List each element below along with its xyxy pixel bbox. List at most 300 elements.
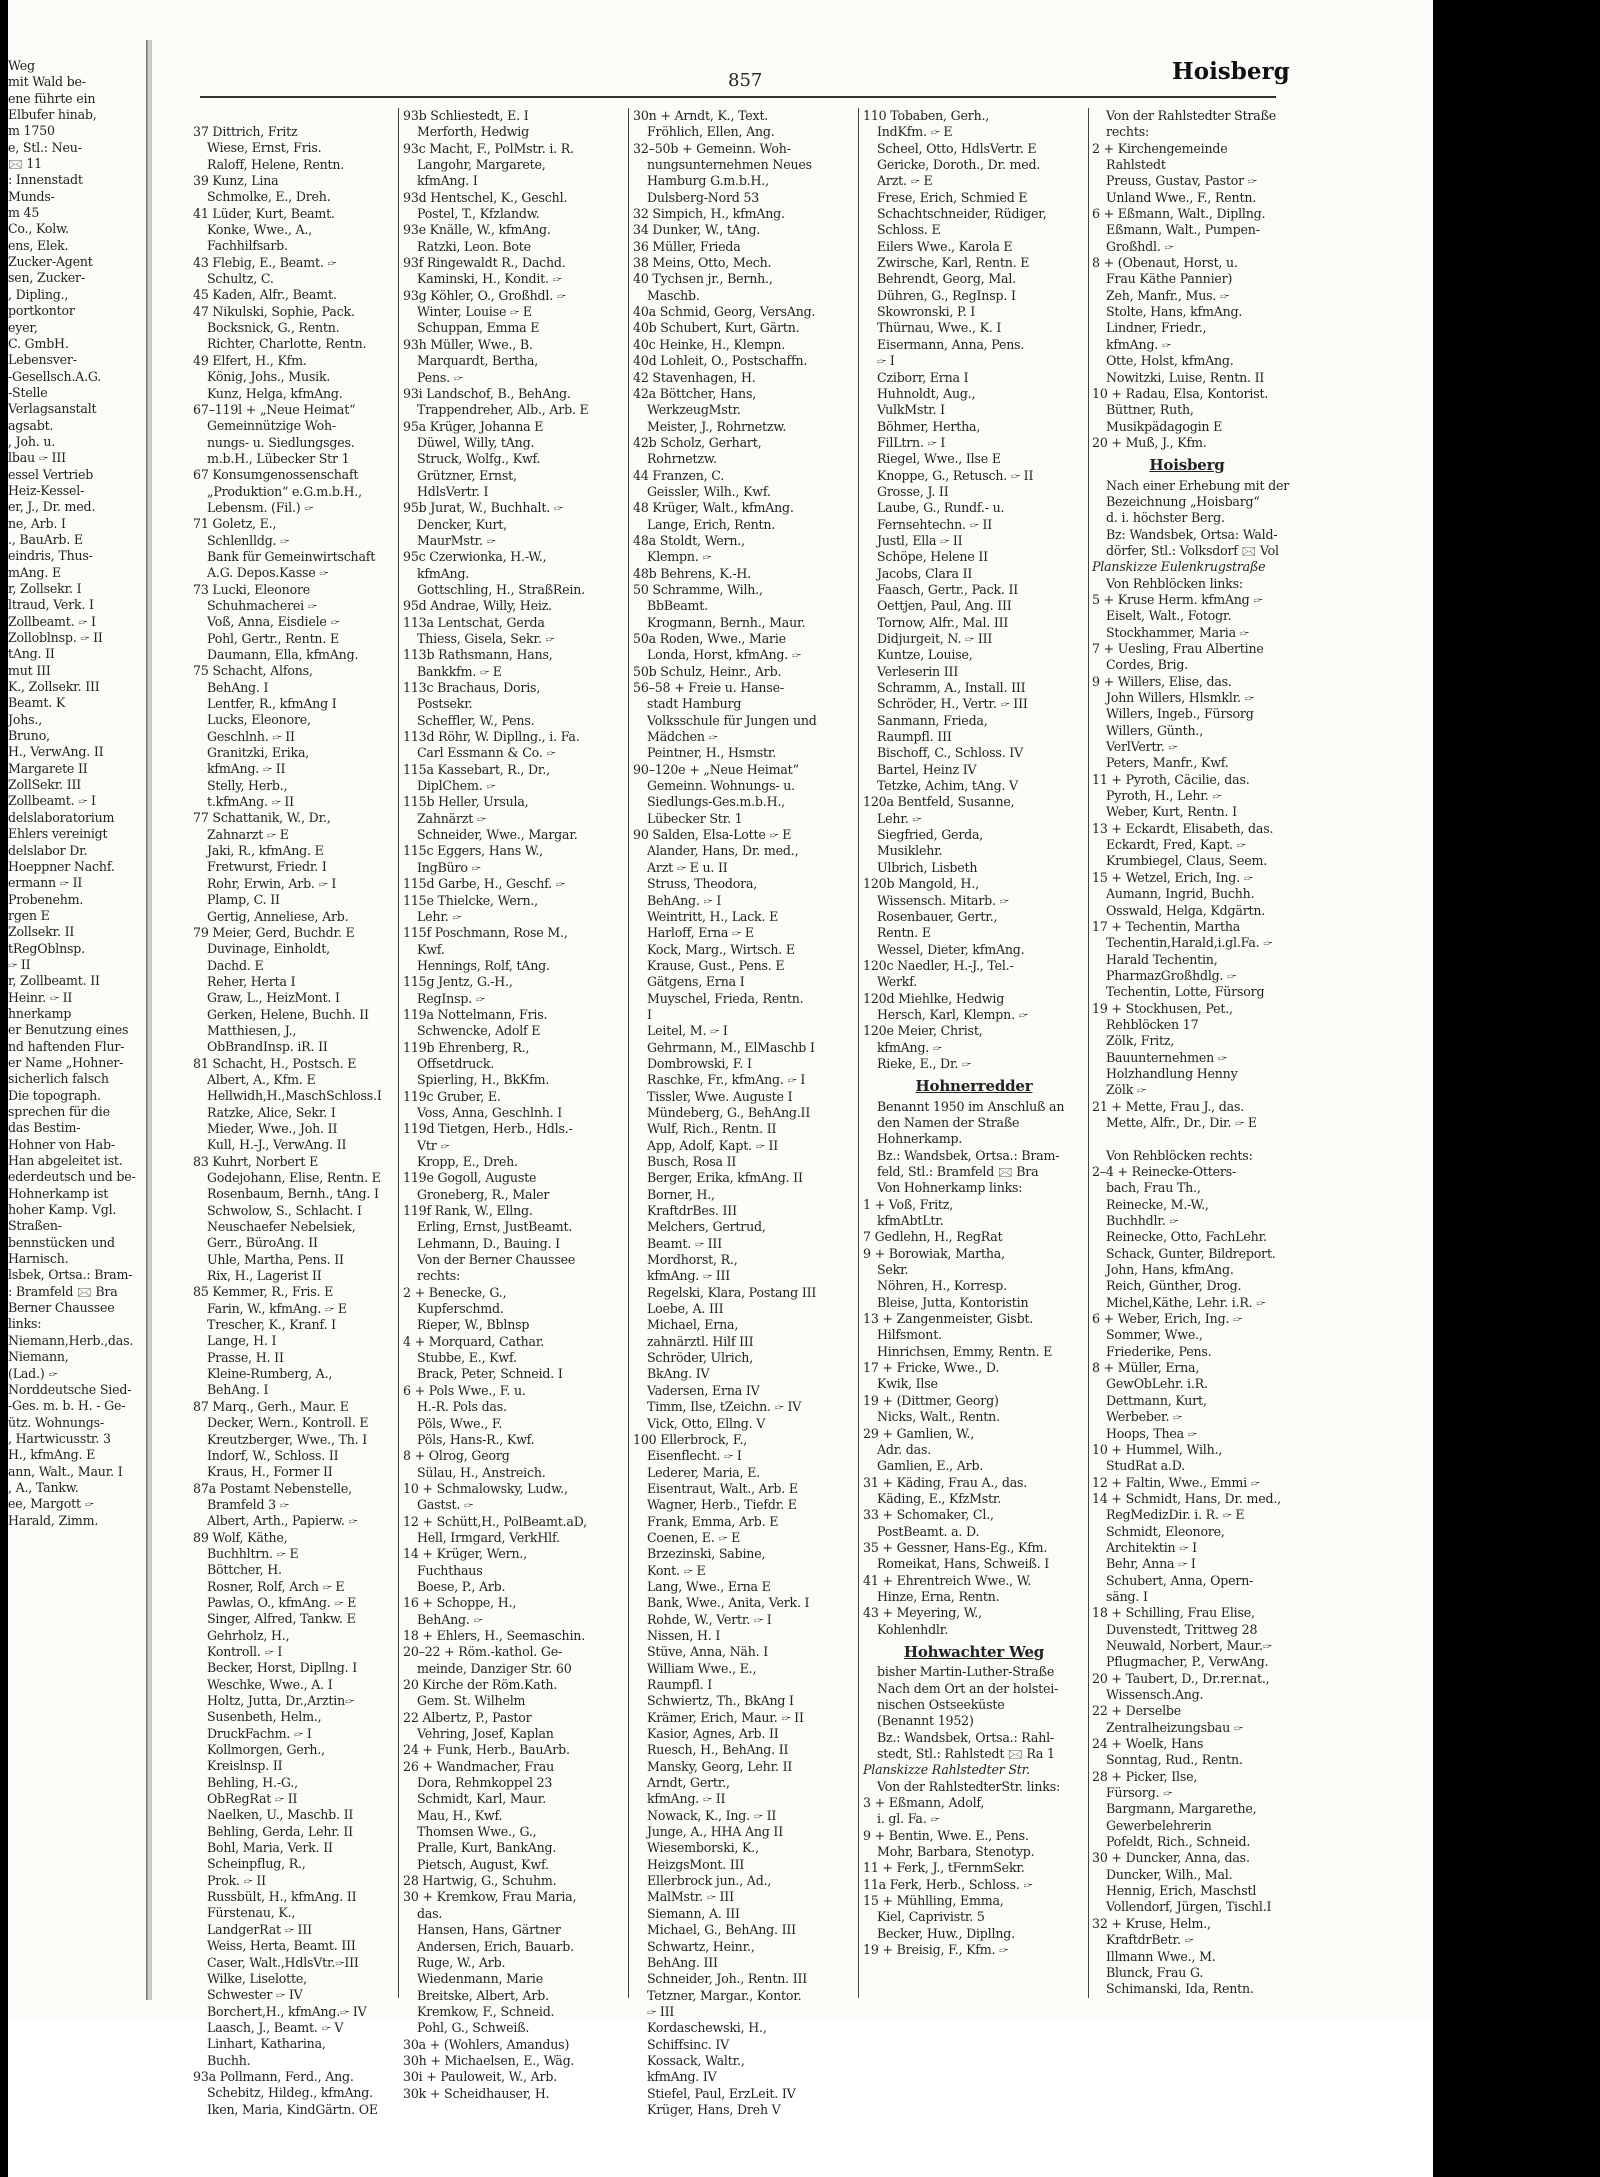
directory-line: Von der Rahlstedter Straße (1106, 108, 1277, 123)
directory-line: 115e Thielcke, Wern., (403, 892, 538, 908)
directory-line: 12 + Schütt,H., PolBeamt.aD, (403, 1513, 587, 1529)
directory-line: Peters, Manfr., Kwf. (1106, 755, 1229, 771)
directory-line: Stüve, Anna, Näh. I (647, 1644, 769, 1660)
directory-line: Eilers Wwe., Karola E (877, 238, 1013, 254)
directory-line: Dachd. E (207, 957, 264, 973)
directory-line: 22 Albertz, P., Pastor (403, 1709, 532, 1725)
directory-line: Schmolke, E., Dreh. (207, 189, 331, 205)
directory-line: John Willers, Hlsmklr. 🖙 (1106, 690, 1254, 706)
directory-line: Sonntag, Rud., Rentn. (1106, 1752, 1243, 1768)
directory-line: 113a Lentschat, Gerda (403, 614, 545, 630)
directory-line: Bargmann, Margarethe, (1106, 1801, 1257, 1817)
directory-line: Mau, H., Kwf. (417, 1807, 503, 1823)
directory-line: Eisenflecht. 🖙 I (647, 1448, 742, 1464)
directory-line: Becker, Huw., Dipllng. (877, 1925, 1015, 1941)
directory-line: tAng. II (8, 646, 55, 662)
directory-line: Thomsen Wwe., G., (417, 1824, 537, 1840)
directory-line: Volksschule für Jungen und (647, 712, 817, 728)
directory-line: 10 + Radau, Elsa, Kontorist. (1092, 385, 1269, 401)
directory-line: , Joh. u. (8, 433, 56, 449)
directory-line: 8 + Olrog, Georg (403, 1448, 510, 1464)
directory-line: 40c Heinke, H., Klempn. (633, 336, 786, 352)
column-rule-4 (1088, 108, 1089, 1998)
directory-line: BehAng. I (207, 679, 269, 695)
directory-line: Jacobs, Clara II (877, 565, 973, 581)
directory-line: 93g Köhler, O., Großhdl. 🖙 (403, 287, 566, 303)
directory-line: Mette, Alfr., Dr., Dir. 🖙 E (1106, 1114, 1257, 1130)
directory-line: HeizgsMont. III (647, 1856, 745, 1872)
directory-line: Weg (8, 58, 35, 73)
directory-line: Schebitz, Hildeg., kfmAng. (207, 2085, 373, 2101)
directory-line: Lang, Wwe., Erna E (647, 1578, 771, 1594)
directory-line: Sülau, H., Anstreich. (417, 1464, 546, 1480)
directory-line: Harnisch. (8, 1251, 69, 1267)
directory-line: Zahnärzt 🖙 (417, 810, 486, 826)
directory-line: IndKfm. 🖙 E (877, 124, 953, 140)
directory-line: Muyschel, Frieda, Rentn. (647, 990, 804, 1006)
directory-line: 93c Macht, F., PolMstr. i. R. (403, 140, 574, 156)
directory-line: Otte, Holst, kfmAng. (1106, 353, 1234, 369)
directory-line: Buchh. (207, 2052, 251, 2068)
directory-line: Norddeutsche Sied- (8, 1381, 132, 1397)
directory-line: Matthiesen, J., (207, 1022, 297, 1038)
directory-line: Lübecker Str. 1 (647, 810, 743, 826)
directory-line: Lindner, Friedr., (1106, 320, 1207, 336)
directory-line: VerlVertr. 🖙 (1106, 739, 1178, 755)
directory-line: Schwolow, S., Schlacht. I (207, 1202, 362, 1218)
directory-line: 14 + Schmidt, Hans, Dr. med., (1092, 1490, 1281, 1506)
directory-line: 24 + Funk, Herb., BauArb. (403, 1742, 570, 1758)
directory-line: Raschke, Fr., kfmAng. 🖙 I (647, 1072, 806, 1088)
directory-line: RegInsp. 🖙 (417, 990, 485, 1006)
directory-line: Holtz, Jutta, Dr.,Arztin🖙 (207, 1693, 355, 1708)
directory-line: rgen E (8, 907, 50, 923)
directory-line: DruckFachm. 🖙 I (207, 1725, 312, 1741)
directory-line: Wilke, Liselotte, (207, 1970, 307, 1986)
directory-line: Siegfried, Gerda, (877, 827, 984, 843)
directory-line: Geissler, Wilh., Kwf. (647, 483, 771, 499)
directory-line: lbau 🖙 III (8, 450, 66, 466)
directory-line: Wiese, Ernst, Fris. (207, 140, 322, 156)
directory-line: Maschb. (647, 287, 700, 303)
directory-line: BehAng. 🖙 (417, 1611, 483, 1627)
directory-line: er Benutzung eines (8, 1022, 129, 1038)
directory-line: 40b Schubert, Kurt, Gärtn. (633, 320, 800, 336)
directory-line: 22 + Derselbe (1092, 1703, 1182, 1719)
directory-line: Zollbeamt. 🖙 I (8, 793, 96, 809)
directory-line: Mansky, Georg, Lehr. II (647, 1758, 793, 1774)
directory-line: Büttner, Ruth, (1106, 402, 1194, 418)
directory-column-3 (633, 108, 855, 2118)
directory-line: Rosenbauer, Gertr., (877, 908, 998, 924)
directory-line: 38 Meins, Otto, Mech. (633, 255, 772, 271)
directory-line: Schiffsinc. IV (647, 2036, 730, 2052)
directory-line: 48b Behrens, K.-H. (633, 565, 752, 581)
directory-line: Willers, Ingeb., Fürsorg (1106, 706, 1254, 722)
directory-line: 115f Poschmann, Rose M., (403, 925, 568, 941)
directory-line: 9 + Willers, Elise, das. (1092, 673, 1232, 689)
directory-line: Mohr, Barbara, Stenotyp. (877, 1844, 1035, 1860)
directory-line: Zwirsche, Karl, Rentn. E (877, 255, 1030, 271)
directory-line: 18 + Schilling, Frau Elise, (1092, 1605, 1255, 1621)
directory-line: BehAng. I (207, 1382, 269, 1398)
directory-line: 119e Gogoll, Auguste (403, 1170, 537, 1186)
directory-line: Kont. 🖙 E (647, 1562, 706, 1578)
directory-line: Hoisberg (1149, 456, 1225, 475)
directory-line: Gemeinn. Wohnungs- u. (647, 778, 795, 794)
directory-line: Prasse, H. II (207, 1349, 284, 1365)
directory-line: 16 + Schoppe, H., (403, 1595, 517, 1611)
directory-line: Kull, H.-J., VerwAng. II (207, 1137, 347, 1153)
directory-line: Schuppan, Emma E (417, 320, 540, 336)
directory-line: 67 Konsumgenossenschaft (193, 467, 359, 483)
directory-line: Pens. 🖙 (417, 369, 463, 385)
directory-column-2 (403, 108, 625, 2102)
directory-line: Langohr, Margarete, (417, 157, 546, 173)
directory-line: Schneider, Wwe., Margar. (417, 827, 578, 843)
directory-line: 2 + Benecke, G., (403, 1284, 507, 1300)
directory-column-5 (1092, 108, 1290, 1998)
directory-line: Behling, H.-G., (207, 1774, 298, 1790)
directory-line: 93i Landschof, B., BehAng. (403, 385, 571, 401)
directory-line: Busch, Rosa II (647, 1154, 737, 1169)
directory-line: Kaminski, H., Kondit. 🖙 (417, 271, 562, 287)
directory-line: 115a Kassebart, R., Dr., (403, 761, 550, 777)
directory-line: Londa, Horst, kfmAng. 🖙 (647, 647, 801, 663)
directory-line: Duvinage, Einholdt, (207, 941, 330, 957)
directory-line: Arndt, Gertr., (647, 1775, 730, 1791)
directory-line: Friederike, Pens. (1106, 1343, 1212, 1359)
directory-line: Rix, H., Lagerist II (207, 1268, 322, 1284)
directory-line: Postsekr. (417, 696, 473, 712)
directory-line: Schröder, Ulrich, (647, 1350, 754, 1366)
directory-line: Bocksnick, G., Rentn. (207, 320, 340, 336)
directory-line: delslaboratorium (8, 809, 115, 825)
directory-line: Tornow, Alfr., Mal. III (877, 614, 1009, 630)
directory-line: Kraus, H., Former II (207, 1464, 333, 1480)
directory-line: Bischoff, C., Schloss. IV (877, 745, 1023, 761)
directory-line: Benannt 1950 im Anschluß an (877, 1098, 1065, 1114)
directory-line: 43 Flebig, E., Beamt. 🖙 (193, 254, 337, 270)
directory-line: 29 + Gamlien, W., (863, 1425, 975, 1441)
directory-line: Schloss. E (877, 222, 941, 238)
directory-line: rechts: (417, 1268, 461, 1284)
directory-line: Leitel, M. 🖙 I (647, 1023, 728, 1039)
directory-line: Oettjen, Paul, Ang. III (877, 598, 1012, 614)
directory-line: Dettmann, Kurt, (1106, 1392, 1207, 1408)
directory-line: Faasch, Gertr., Pack. II (877, 581, 1019, 597)
directory-line: 44 Franzen, C. (633, 467, 725, 483)
directory-line: Nicks, Walt., Rentn. (877, 1409, 1000, 1425)
directory-line: Hohnerkamp. (877, 1131, 963, 1147)
directory-line: 🖙 I (877, 353, 895, 369)
directory-line: Trescher, K., Kranf. I (207, 1317, 336, 1333)
directory-line: Pohl, Gertr., Rentn. E (207, 630, 339, 646)
directory-line: Postel, T., Kfzlandw. (417, 206, 540, 222)
directory-line: 37 Dittrich, Fritz (193, 124, 298, 139)
directory-line: Schlenlldg. 🖙 (207, 532, 290, 548)
directory-line: meinde, Danziger Str. 60 (417, 1660, 572, 1676)
directory-line: Thürnau, Wwe., K. I (877, 320, 1002, 336)
directory-line: hoher Kamp. Vgl. (8, 1202, 117, 1218)
directory-line: Rehblöcken 17 (1106, 1016, 1199, 1032)
directory-line: „Produktion“ e.G.m.b.H., (207, 483, 362, 499)
directory-line: Kollmorgen, Gerh., (207, 1742, 325, 1758)
directory-line: 30i + Pauloweit, W., Arb. (403, 2069, 558, 2085)
directory-line: 89 Wolf, Käthe, (193, 1529, 288, 1545)
directory-line: Gätgens, Erna I (647, 974, 745, 990)
directory-line: mAng. E (8, 564, 62, 580)
directory-line: ObBrandInsp. iR. II (207, 1039, 328, 1055)
directory-line: rechts: (1106, 124, 1150, 140)
directory-line: Riegel, Wwe., Ilse E (877, 451, 1001, 467)
directory-line: Nissen, H. I (647, 1627, 721, 1643)
directory-line: Käding, E., KfzMstr. (877, 1490, 1002, 1506)
directory-line: Niemann, (8, 1349, 69, 1365)
directory-line: Bz.: Wandsbek, Ortsa.: Rahl- (877, 1729, 1054, 1745)
directory-line: r, Zollbeamt. II (8, 973, 100, 989)
directory-line: Kropp, E., Dreh. (417, 1154, 518, 1169)
directory-line: 10 + Schmalowsky, Ludw., (403, 1480, 568, 1496)
directory-line: Hell, Irmgard, VerkHlf. (417, 1529, 560, 1545)
directory-line: Lehmann, D., Bauing. I (417, 1235, 560, 1251)
directory-line: Frese, Erich, Schmied E (877, 189, 1028, 205)
directory-line: 10 + Hummel, Wilh., (1092, 1441, 1223, 1457)
directory-line: Kreutzberger, Wwe., Th. I (207, 1431, 368, 1447)
directory-line: 115d Garbe, H., Geschf. 🖙 (403, 876, 565, 892)
directory-line: Bank, Wwe., Anita, Verk. I (647, 1595, 810, 1611)
directory-line: Weschke, Wwe., A. I (207, 1676, 333, 1692)
directory-line: Krüger, Hans, Dreh V (647, 2101, 781, 2117)
directory-line: Cziborr, Erna I (877, 369, 969, 385)
directory-line: 30 + Kremkow, Frau Maria, (403, 1889, 577, 1905)
directory-line: Sanmann, Frieda, (877, 712, 988, 728)
directory-line: Breitske, Albert, Arb. (417, 1987, 549, 2003)
directory-line: Raloff, Helene, Rentn. (207, 156, 345, 172)
directory-line: 93d Hentschel, K., Geschl. (403, 189, 568, 205)
directory-line: mut III (8, 662, 51, 678)
directory-line: 85 Kemmer, R., Fris. E (193, 1284, 334, 1300)
directory-line: 32–50b + Gemeinn. Woh- (633, 140, 791, 156)
directory-line: Krogmann, Bernh., Maur. (647, 614, 806, 630)
directory-line: nungs- u. Siedlungsges. (207, 434, 355, 450)
directory-line: Konke, Wwe., A., (207, 222, 312, 238)
directory-line: 41 Lüder, Kurt, Beamt. (193, 205, 335, 221)
directory-line: Ellerbrock jun., Ad., (647, 1873, 772, 1889)
directory-line: sprechen für die (8, 1104, 110, 1119)
directory-line: Architektin 🖙 I (1106, 1539, 1197, 1555)
directory-line: 120c Naedler, H.-J., Tel.- (863, 957, 1014, 973)
directory-line: 30h + Michaelsen, E., Wäg. (403, 2052, 575, 2068)
directory-line: 32 + Kruse, Helm., (1092, 1915, 1211, 1931)
directory-line: 6 + Pols Wwe., F. u. (403, 1382, 526, 1398)
directory-line: 11 + Pyroth, Cäcilie, das. (1092, 771, 1250, 787)
directory-line: Zolloblnsp. 🖙 II (8, 630, 103, 646)
directory-line: König, Johs., Musik. (207, 369, 331, 385)
directory-line: Granitzki, Erika, (207, 745, 310, 761)
directory-line: kfmAng. I (417, 173, 478, 189)
directory-line: Bankkfm. 🖙 E (417, 663, 502, 679)
directory-line: 6 + Eßmann, Walt., Dipllng. (1092, 206, 1266, 222)
directory-line: Kwf. (417, 941, 445, 957)
directory-line: Lebensver- (8, 352, 77, 368)
directory-line: Fröhlich, Ellen, Ang. (647, 124, 775, 140)
directory-line: Prok. 🖙 II (207, 1872, 266, 1888)
directory-line: mit Wald be- (8, 74, 86, 90)
directory-line: 21 + Mette, Frau J., das. (1092, 1098, 1245, 1114)
directory-line: Brzezinski, Sabine, (647, 1546, 766, 1562)
scan-border-left (0, 0, 8, 2177)
directory-line: 50b Schulz, Heinr., Arb. (633, 663, 782, 679)
directory-line: Holzhandlung Henny (1106, 1065, 1238, 1081)
directory-line: ermann 🖙 II (8, 875, 83, 891)
directory-line: Han abgeleitet ist. (8, 1153, 123, 1169)
directory-line: Eisentraut, Walt., Arb. E (647, 1480, 798, 1496)
directory-line: Gerken, Helene, Buchh. II (207, 1006, 369, 1022)
directory-line: 119a Nottelmann, Fris. (403, 1006, 548, 1022)
directory-line: 115b Heller, Ursula, (403, 794, 529, 810)
directory-line: Pofeldt, Rich., Schneid. (1106, 1834, 1251, 1850)
directory-line: Boese, P., Arb. (417, 1578, 506, 1594)
directory-line: 120a Bentfeld, Susanne, (863, 794, 1015, 810)
directory-line: 90 Salden, Elsa-Lotte 🖙 E (633, 827, 792, 843)
directory-line: stedt, Stl.: Rahlstedt 🖂 Ra 1 (877, 1746, 1055, 1762)
directory-line: Zentralheizungsbau 🖙 (1106, 1719, 1243, 1735)
directory-line: Kordaschewski, H., (647, 2020, 767, 2036)
directory-line: Böttcher, H. (207, 1562, 282, 1578)
directory-line: Schimanski, Ida, Rentn. (1106, 1981, 1254, 1997)
directory-line: BehAng. 🖙 I (647, 892, 722, 908)
directory-line: Schöpe, Helene II (877, 549, 988, 565)
directory-line: Grosse, J. II (877, 483, 949, 499)
directory-line: 49 Elfert, H., Kfm. (193, 352, 307, 368)
directory-line: Zeh, Manfr., Mus. 🖙 (1106, 287, 1230, 303)
directory-line: Buchhltrn. 🖙 E (207, 1545, 299, 1561)
directory-line: Fachhilfsarb. (207, 238, 288, 254)
directory-line: Voß, Anna, Eisdiele 🖙 (207, 614, 340, 630)
directory-line: Thiess, Gisela, Sekr. 🖙 (417, 631, 555, 646)
directory-line: ütz. Wohnungs- (8, 1414, 104, 1430)
directory-line: Michel,Käthe, Lehr. i.R. 🖙 (1106, 1294, 1266, 1310)
directory-line: Die topograph. (8, 1087, 101, 1103)
directory-line: Neuschaefer Nebelsiek, (207, 1219, 356, 1235)
directory-line: Bruno, (8, 728, 50, 744)
directory-line: Reich, Günther, Drog. (1106, 1278, 1242, 1294)
directory-line: 20–22 + Röm.-kathol. Ge- (403, 1644, 563, 1660)
directory-line: Dulsberg-Nord 53 (647, 189, 760, 205)
directory-line: VulkMstr. I (877, 402, 945, 418)
directory-line: 19 + Stockhusen, Pet., (1092, 1000, 1233, 1016)
directory-line: Cordes, Brig. (1106, 657, 1188, 673)
directory-line: Kontroll. 🖙 I (207, 1643, 283, 1659)
directory-line: kfmAng. 🖙 (877, 1039, 942, 1055)
directory-line: ., BauArb. E (8, 531, 83, 547)
directory-line: Krause, Gust., Pens. E (647, 957, 785, 973)
directory-line: Erling, Ernst, JustBeamt. (417, 1219, 573, 1235)
directory-line: H.-R. Pols das. (417, 1399, 507, 1415)
directory-line: 24 + Woelk, Hans (1092, 1736, 1204, 1752)
directory-line: 20 + Taubert, D., Dr.rer.nat., (1092, 1670, 1270, 1686)
directory-line: Musiklehr. (877, 843, 943, 859)
directory-line: Bezeichnung „Hoisbarg“ (1106, 493, 1260, 509)
directory-line: 8 + Müller, Erna, (1092, 1360, 1200, 1376)
directory-line: 40 Tychsen jr., Bernh., (633, 271, 773, 287)
directory-line: Neuwald, Norbert, Maur.🖙 (1106, 1637, 1272, 1653)
directory-line: 15 + Mühlling, Emma, (863, 1893, 1004, 1909)
directory-line: Eckardt, Fred, Kapt. 🖙 (1106, 837, 1246, 853)
directory-line: ene führte ein (8, 90, 96, 106)
directory-line: Lentfer, R., kfmAng I (207, 696, 337, 712)
directory-line: Scheel, Otto, HdlsVertr. E (877, 140, 1037, 156)
directory-line: (Lad.) 🖙 (8, 1365, 58, 1381)
directory-line: 30 + Duncker, Anna, das. (1092, 1850, 1250, 1866)
directory-line: Elbufer hinab, (8, 107, 97, 123)
directory-line: Aumann, Ingrid, Buchh. (1106, 886, 1255, 902)
directory-line: zahnärztl. Hilf III (647, 1333, 754, 1349)
directory-line: Zollsekr. II (8, 924, 75, 940)
directory-line: Hamburg G.m.b.H., (647, 173, 769, 189)
directory-line: Hohner von Hab- (8, 1136, 115, 1152)
directory-line: 95c Czerwionka, H.-W., (403, 549, 547, 565)
directory-line: 18 + Ehlers, H., Seemaschin. (403, 1627, 586, 1643)
directory-line: 119f Rank, W., Ellng. (403, 1203, 533, 1219)
directory-line: Gastst. 🖙 (417, 1497, 474, 1513)
directory-line: Hoeppner Nachf. (8, 858, 115, 874)
directory-line: Rosenbaum, Bernh., tAng. I (207, 1186, 379, 1202)
directory-line: Hersch, Karl, Klempn. 🖙 (877, 1006, 1028, 1022)
directory-line: Zollbeamt. 🖙 I (8, 613, 96, 629)
directory-line: Pflugmacher, P., VerwAng. (1106, 1654, 1269, 1670)
directory-line: 🖙 III (647, 2003, 675, 2019)
directory-line: WerkzeugMstr. (647, 402, 741, 418)
directory-line: Musikpädagogin E (1106, 418, 1223, 434)
directory-line: Struss, Theodora, (647, 876, 758, 892)
directory-line: KraftdrBetr. 🖙 (1106, 1932, 1194, 1948)
directory-line: 67–119l + „Neue Heimat“ (193, 401, 356, 417)
directory-line: Werkf. (877, 974, 918, 990)
directory-line: kfmAng. IV (647, 2069, 717, 2085)
directory-line: feld, Stl.: Bramfeld 🖂 Bra (877, 1164, 1039, 1179)
directory-line: 115c Eggers, Hans W., (403, 843, 543, 859)
directory-line: Stockhammer, Maria 🖙 (1106, 624, 1249, 640)
directory-line: 19 + (Dittmer, Georg) (863, 1392, 999, 1408)
directory-line: Loebe, A. III (647, 1301, 724, 1317)
directory-line: RegMedizDir. i. R. 🖙 E (1106, 1507, 1245, 1523)
directory-line: A.G. Depos.Kasse 🖙 (207, 565, 329, 581)
directory-line: Romeikat, Hans, Schweiß. I (877, 1556, 1050, 1572)
directory-line: Nöhren, H., Korresp. (877, 1278, 1007, 1294)
directory-line: Schubert, Anna, Opern- (1106, 1572, 1254, 1588)
directory-line: das Bestim- (8, 1120, 81, 1136)
directory-line: 45 Kaden, Alfr., Beamt. (193, 287, 337, 303)
directory-line: Bank für Gemeinwirtschaft (207, 548, 376, 564)
directory-line: Techentin,Harald,i.gl.Fa. 🖙 (1106, 935, 1273, 951)
directory-line: kfmAng. 🖙 II (207, 761, 286, 777)
directory-line: KraftdrBes. III (647, 1203, 737, 1219)
directory-line: kfmAbtLtr. (877, 1213, 944, 1229)
directory-line: Rohde, W., Vertr. 🖙 I (647, 1611, 772, 1627)
directory-line: 79 Meier, Gerd, Buchdr. E (193, 924, 355, 940)
directory-line: kfmAng. 🖙 II (647, 1791, 726, 1807)
directory-line: 17 + Techentin, Martha (1092, 918, 1241, 934)
directory-line: , A., Tankw. (8, 1479, 79, 1495)
directory-line: kfmAng. 🖙 III (647, 1268, 731, 1284)
directory-line: Von Rehblöcken links: (1106, 575, 1243, 591)
directory-line: Bauunternehmen 🖙 (1106, 1049, 1227, 1065)
directory-line: lsbek, Ortsa.: Bram- (8, 1267, 133, 1283)
directory-line: Von Rehblöcken rechts: (1106, 1147, 1253, 1163)
directory-line: Von Hohnerkamp links: (877, 1180, 1023, 1196)
